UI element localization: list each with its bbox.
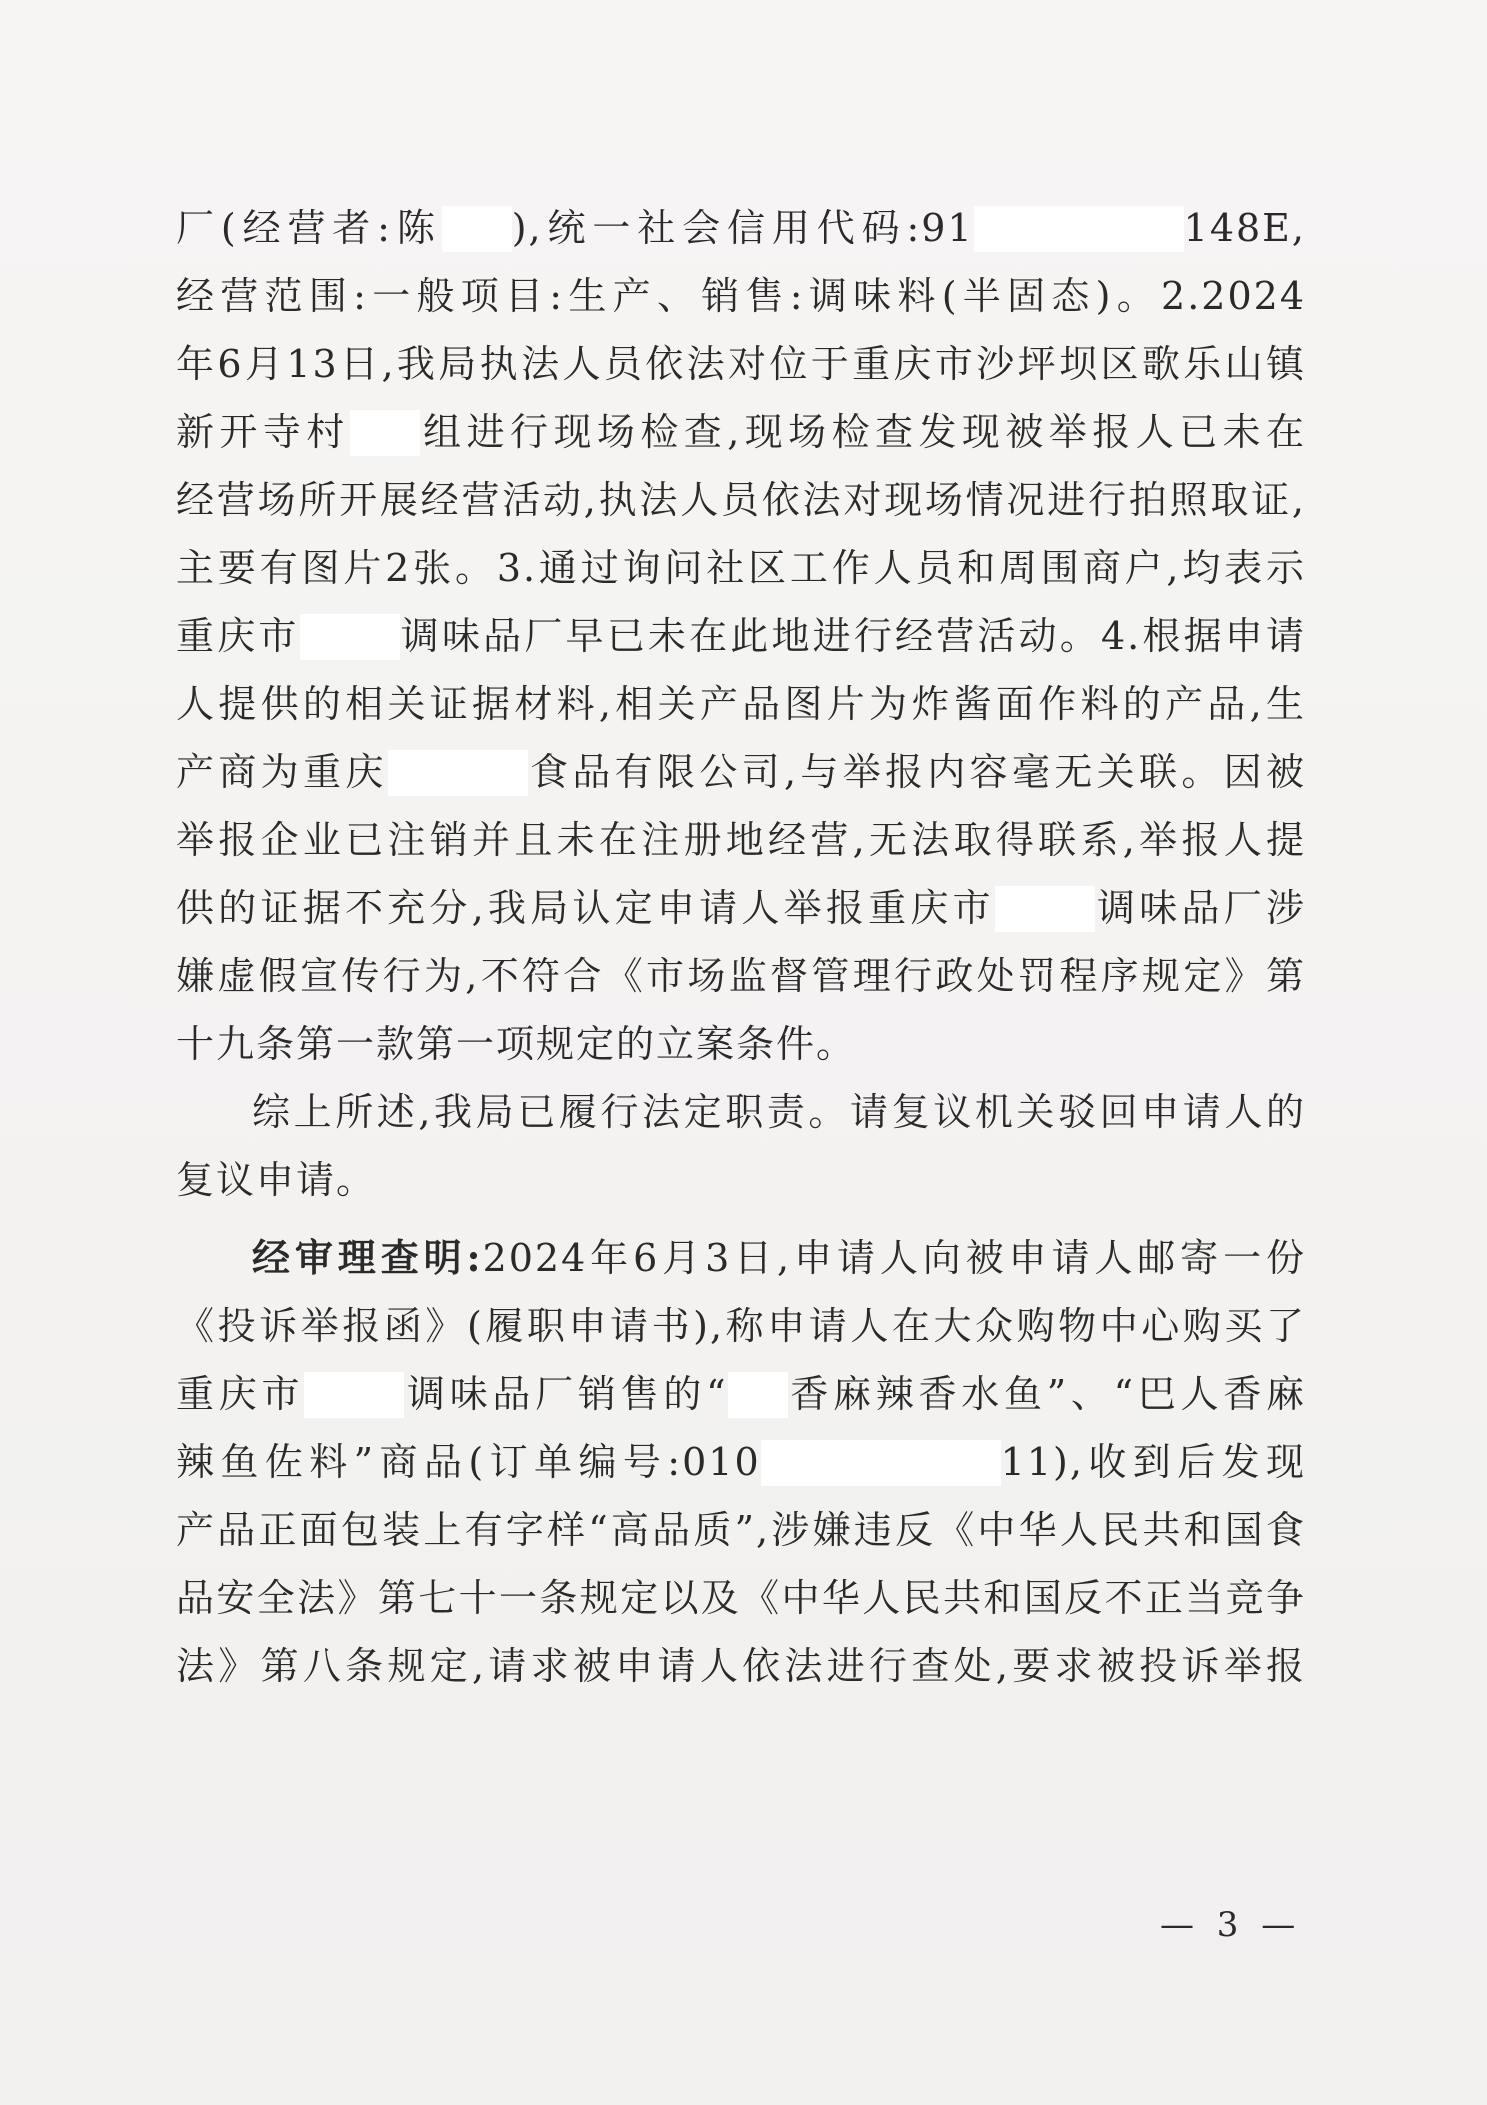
- text-line: 产品正面包装上有字样“高品质”,涉嫌违反《中华人民共和国食: [176, 1508, 1306, 1552]
- redaction-box: [304, 1372, 404, 1418]
- text-line: 举报企业已注销并且未在注册地经营,无法取得联系,举报人提: [176, 818, 1306, 862]
- redaction-box: [761, 1440, 1001, 1486]
- text-line: 法》第八条规定,请求被申请人依法进行查处,要求被投诉举报: [176, 1644, 1306, 1688]
- text-line: 重庆市 调味品厂早已未在此地进行经营活动。4.根据申请: [176, 614, 1306, 658]
- redaction-box: [300, 614, 400, 660]
- text-line: 品安全法》第七十一条规定以及《中华人民共和国反不正当竞争: [176, 1576, 1306, 1620]
- redaction-box: [728, 1372, 788, 1418]
- redaction-box: [974, 206, 1184, 252]
- text-line: 重庆市 调味品厂销售的“ 香麻辣香水鱼”、“巴人香麻: [176, 1372, 1306, 1416]
- text-line: 经营场所开展经营活动,执法人员依法对现场情况进行拍照取证,: [176, 478, 1306, 522]
- text-line: 供的证据不充分,我局认定申请人举报重庆市 调味品厂涉: [176, 886, 1306, 930]
- text-line: 辣鱼佐料”商品(订单编号:010 11),收到后发现: [176, 1440, 1306, 1484]
- page-number: — 3 —: [1160, 1905, 1302, 1945]
- redaction-box: [350, 410, 420, 456]
- text-line: 产商为重庆 食品有限公司,与举报内容毫无关联。因被: [176, 750, 1306, 794]
- text-line: 《投诉举报函》(履职申请书),称申请人在大众购物中心购买了: [176, 1304, 1306, 1348]
- text-line: 综上所述,我局已履行法定职责。请复议机关驳回申请人的: [252, 1090, 1306, 1134]
- text-line: 厂(经营者:陈 ),统一社会信用代码:91 148E,: [176, 206, 1306, 250]
- text-line: 人提供的相关证据材料,相关产品图片为炸酱面作料的产品,生: [176, 682, 1306, 726]
- text-line: 年6月13日,我局执法人员依法对位于重庆市沙坪坝区歌乐山镇: [176, 342, 1306, 386]
- redaction-box: [388, 750, 528, 796]
- text-line: 十九条第一款第一项规定的立案条件。: [176, 1022, 857, 1066]
- text-line: 主要有图片2张。3.通过询问社区工作人员和周围商户,均表示: [176, 546, 1306, 590]
- text-line: 新开寺村 组进行现场检查,现场检查发现被举报人已未在: [176, 410, 1306, 454]
- text-line: 经审理查明:2024年6月3日,申请人向被申请人邮寄一份: [252, 1235, 1306, 1280]
- section-heading: 经审理查明:: [252, 1235, 483, 1280]
- text-line: 经营范围:一般项目:生产、销售:调味料(半固态)。2.2024: [176, 274, 1306, 318]
- redaction-box: [995, 886, 1095, 932]
- text-line: 嫌虚假宣传行为,不符合《市场监督管理行政处罚程序规定》第: [176, 954, 1306, 998]
- redaction-box: [442, 206, 512, 252]
- text-line: 复议申请。: [176, 1158, 377, 1202]
